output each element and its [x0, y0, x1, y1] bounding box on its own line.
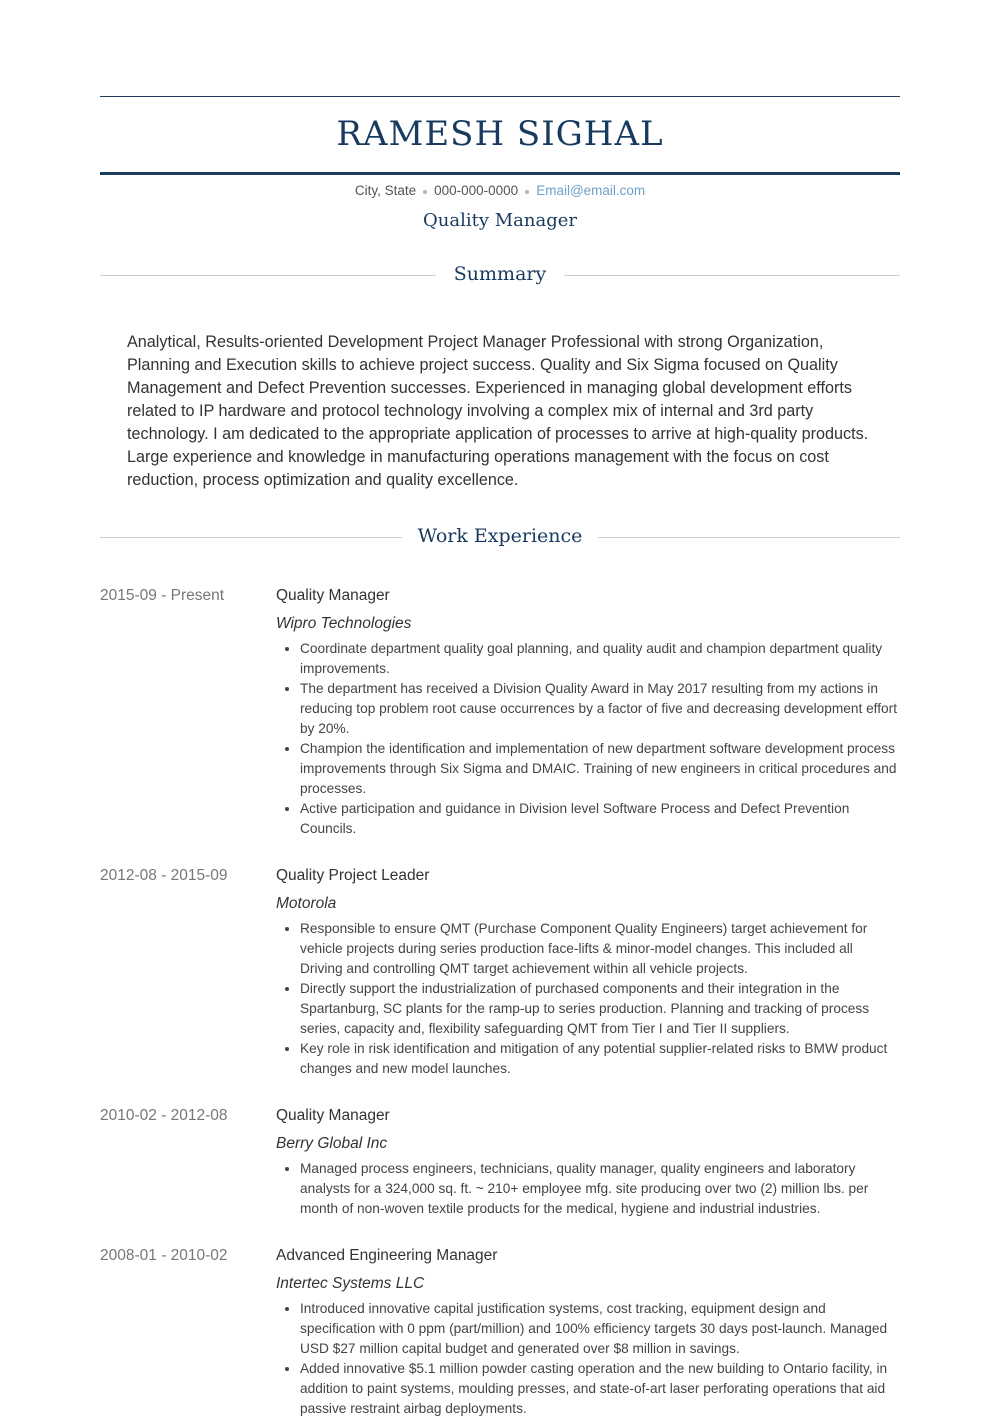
job-role: Advanced Engineering Manager	[276, 1247, 498, 1264]
job-company: Berry Global Inc	[276, 1135, 388, 1152]
separator-dot-icon	[525, 190, 529, 194]
job-company: Wipro Technologies	[276, 615, 412, 632]
job-bullet: • Coordinate department quality goal planning, and quality audit and champion department quality improvements.	[300, 639, 898, 679]
phone: 000-000-0000	[434, 183, 519, 198]
job-company: Intertec Systems LLC	[276, 1275, 425, 1292]
job-bullet: • Champion the identification and implementation of new department software development process improvements through Six Sigma and DMAIC. Training of new engineers in critical procedures and processes.	[300, 739, 898, 799]
job-dates: 2008-01 - 2010-02	[100, 1247, 228, 1264]
summary-paragraph: Analytical, Results-oriented Development Project Manager Professional with strong Organization, Planning and Execution skills to achieve project success. Quality and Six Sigma focused on Quality Management and Defect Prevention successes. Experienced in managing global development efforts related to IP hardware and protocol technology involving a complex mix of internal and 3rd party technology. I am dedicated to the appropriate application of processes to arrive at high-quality products. Large experience and knowledge in manufacturing operations management with the focus on cost reduction, process optimization and quality excellence.	[127, 333, 869, 489]
location: City, State	[354, 183, 417, 198]
job-role: Quality Project Leader	[276, 867, 430, 884]
separator-dot-icon	[423, 190, 427, 194]
job-bullet: • Directly support the industrialization of purchased components and their integration in the Spartanburg, SC plants for the ramp-up to series production. Planning and tracking of process series, capacity and, flexibility safeguarding QMT from Tier I and Tier II suppliers.	[300, 979, 898, 1039]
job-role: Quality Manager	[276, 1107, 390, 1124]
candidate-name: RAMESH SIGHAL	[336, 114, 664, 154]
summary-title: Summary	[453, 263, 547, 285]
summary-heading	[100, 260, 900, 290]
job-bullets	[276, 1159, 898, 1219]
job-bullets	[276, 919, 898, 1079]
job-dates: 2012-08 - 2015-09	[100, 867, 228, 884]
job-dates: 2015-09 - Present	[100, 587, 225, 604]
job-company: Motorola	[276, 895, 337, 912]
experience-heading	[100, 522, 900, 552]
job-bullet: • Added innovative $5.1 million powder casting operation and the new building to Ontario facility, in addition to paint systems, moulding presses, and state-of-art laser perforating operations that aid passive restraint airbag deployments.	[300, 1359, 898, 1419]
job-bullet: • Responsible to ensure QMT (Purchase Component Quality Engineers) target achievement for vehicle projects during series production face-lifts & minor-model changes. This included all Driving and controlling QMT target achievement within all vehicle projects.	[300, 919, 898, 979]
contact-line	[100, 182, 900, 200]
job-bullet: • Key role in risk identification and mitigation of any potential supplier-related risks to BMW product changes and new model launches.	[300, 1039, 898, 1079]
job-bullets	[276, 639, 898, 839]
email-link[interactable]: Email@email.com	[536, 183, 646, 198]
target-job-title: Quality Manager	[423, 210, 577, 231]
header-bottom-rule	[100, 172, 900, 175]
job-bullet: • Active participation and guidance in Division level Software Process and Defect Prevention Councils.	[300, 799, 898, 839]
job-bullet: • Managed process engineers, technicians, quality manager, quality engineers and laboratory analysts for a 324,000 sq. ft. ~ 210+ employee mfg. site producing over two (2) million lbs. per month of non-woven textile products for the medical, hygiene and industrial industries.	[300, 1159, 898, 1219]
job-dates: 2010-02 - 2012-08	[100, 1107, 228, 1124]
job-role: Quality Manager	[276, 587, 390, 604]
job-bullet: • The department has received a Division Quality Award in May 2017 resulting from my actions in reducing top problem root cause occurrences by a factor of five and decreasing development effort by 20%.	[300, 679, 898, 739]
experience-title: Work Experience	[417, 525, 583, 547]
job-bullet: • Introduced innovative capital justification systems, cost tracking, equipment design and specification with 0 ppm (part/million) and 100% efficiency targets 30 days post-launch. Managed USD $27 million capital budget and generated over $8 million in savings.	[300, 1299, 898, 1359]
header-top-rule	[100, 96, 900, 97]
job-bullets	[276, 1299, 898, 1419]
